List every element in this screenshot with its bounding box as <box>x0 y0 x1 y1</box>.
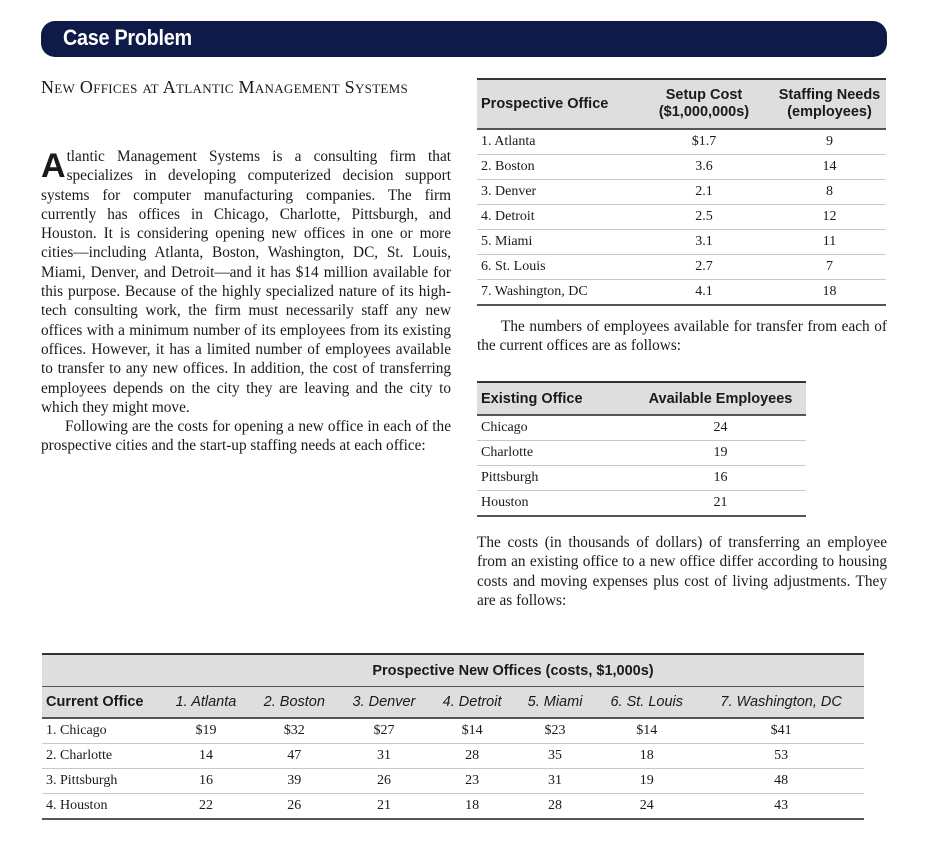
prospective-offices-table <box>477 78 886 306</box>
table-row <box>477 255 886 280</box>
cell: $19 <box>162 718 250 744</box>
cell: 28 <box>515 794 595 820</box>
intro-paragraph-2: Following are the costs for opening a new office in each of the prospective cities and the start-up staffing needs at each office: <box>41 418 451 455</box>
col-header-washington: 7. Washington, DC <box>698 687 864 719</box>
col-header-detroit: 4. Detroit <box>429 687 515 719</box>
col-header-available: Available Employees <box>635 382 806 415</box>
table-row <box>477 415 806 441</box>
cell: 43 <box>698 794 864 820</box>
cell: 18 <box>773 280 886 306</box>
cell: 12 <box>773 205 886 230</box>
cell: 2. Charlotte <box>42 744 162 769</box>
group-header: Prospective New Offices (costs, $1,000s) <box>162 654 864 687</box>
table-row <box>477 280 886 306</box>
cell: 53 <box>698 744 864 769</box>
table-row <box>477 466 806 491</box>
col-header-denver: 3. Denver <box>339 687 430 719</box>
cell: 14 <box>773 155 886 180</box>
intro-paragraph-1 <box>41 147 451 417</box>
table-row <box>477 441 806 466</box>
cell: 7 <box>773 255 886 280</box>
case-problem-banner <box>41 21 887 57</box>
table-row <box>42 718 864 744</box>
cell: 35 <box>515 744 595 769</box>
col-header-staffing: Staffing Needs (employees) <box>773 79 886 129</box>
cell: 4.1 <box>635 280 773 306</box>
cell: $41 <box>698 718 864 744</box>
cell: 21 <box>339 794 430 820</box>
cell: 3.1 <box>635 230 773 255</box>
table-row <box>477 129 886 155</box>
cell: 3. Denver <box>477 180 635 205</box>
cell: $14 <box>429 718 515 744</box>
cell: 3. Pittsburgh <box>42 769 162 794</box>
case-title: New Offices at Atlantic Management Systems <box>41 77 409 97</box>
cell: $27 <box>339 718 430 744</box>
cell: 19 <box>595 769 698 794</box>
col-header-existing-office: Existing Office <box>477 382 635 415</box>
col-header-setup-cost: Setup Cost ($1,000,000s) <box>635 79 773 129</box>
col-header-atlanta: 1. Atlanta <box>162 687 250 719</box>
cell: $14 <box>595 718 698 744</box>
cell: 23 <box>429 769 515 794</box>
table-row <box>42 769 864 794</box>
table-row <box>42 794 864 820</box>
cell: 4. Houston <box>42 794 162 820</box>
cell: 16 <box>635 466 806 491</box>
cell: Pittsburgh <box>477 466 635 491</box>
cell: $23 <box>515 718 595 744</box>
table-row <box>477 491 806 517</box>
col-header-boston: 2. Boston <box>250 687 339 719</box>
cell: 19 <box>635 441 806 466</box>
cell: 2.7 <box>635 255 773 280</box>
col-header-current-office: Current Office <box>42 687 162 719</box>
cell: $1.7 <box>635 129 773 155</box>
intro-text <box>41 147 451 456</box>
cell: 26 <box>250 794 339 820</box>
table-row <box>42 744 864 769</box>
cell: 24 <box>635 415 806 441</box>
cell: 47 <box>250 744 339 769</box>
cell: 31 <box>515 769 595 794</box>
cell: 2. Boston <box>477 155 635 180</box>
transfer-cost-table <box>42 653 864 820</box>
cell: 1. Chicago <box>42 718 162 744</box>
cell: Charlotte <box>477 441 635 466</box>
cell: 14 <box>162 744 250 769</box>
cell: 9 <box>773 129 886 155</box>
existing-offices-table <box>477 381 806 517</box>
col-header-st-louis: 6. St. Louis <box>595 687 698 719</box>
cost-paragraph: The costs (in thousands of dollars) of transferring an employee from an existing office to a new office differ according to housing costs and moving expenses plus cost of living adjustments. They are as follows: <box>477 534 887 609</box>
cell: 7. Washington, DC <box>477 280 635 306</box>
header-spacer <box>42 654 162 687</box>
cell: 4. Detroit <box>477 205 635 230</box>
table-row <box>477 230 886 255</box>
table-row <box>477 180 886 205</box>
cell: 3.6 <box>635 155 773 180</box>
cell: 26 <box>339 769 430 794</box>
intro-paragraph-1-text: tlantic Management Systems is a consulting firm that specializes in developing computerized decision support systems for computer manufacturing companies. The firm currently has offices in Chicago, Charlotte, Pittsburgh, and Houston. It is considering opening new offices in one or more cities—including Atlanta, Boston, Washington, DC, St. Louis, Miami, Denver, and Detroit—and it has $14 million available for this purpose. Because of the highly specialized nature of its high-tech consulting work, the firm must necessarily staff any new offices with a minimum number of its employees from its existing offices. However, it has a limited number of employees available to transfer to any new offices. In addition, the cost of transferring employees depends on the city they are leaving and the city to which they might move. <box>41 148 451 416</box>
cell: Houston <box>477 491 635 517</box>
cell: 18 <box>595 744 698 769</box>
col-header-office: Prospective Office <box>477 79 635 129</box>
cell: 6. St. Louis <box>477 255 635 280</box>
banner-title: Case Problem <box>63 25 192 50</box>
table-row <box>477 205 886 230</box>
col-header-miami: 5. Miami <box>515 687 595 719</box>
table-row <box>477 155 886 180</box>
cell: 18 <box>429 794 515 820</box>
cell: 16 <box>162 769 250 794</box>
cell: 2.1 <box>635 180 773 205</box>
drop-cap: A <box>41 147 66 185</box>
cell: 5. Miami <box>477 230 635 255</box>
cell: $32 <box>250 718 339 744</box>
transfer-paragraph: The numbers of employees available for transfer from each of the current offices are as follows: <box>477 318 887 355</box>
cell: 1. Atlanta <box>477 129 635 155</box>
cell: 11 <box>773 230 886 255</box>
cell: 31 <box>339 744 430 769</box>
cell: 2.5 <box>635 205 773 230</box>
cell: 48 <box>698 769 864 794</box>
transfer-text <box>477 317 887 356</box>
cell: 24 <box>595 794 698 820</box>
cell: 39 <box>250 769 339 794</box>
cell: 28 <box>429 744 515 769</box>
cell: 8 <box>773 180 886 205</box>
cell: 21 <box>635 491 806 517</box>
cell: 22 <box>162 794 250 820</box>
cell: Chicago <box>477 415 635 441</box>
cost-text <box>477 533 887 610</box>
